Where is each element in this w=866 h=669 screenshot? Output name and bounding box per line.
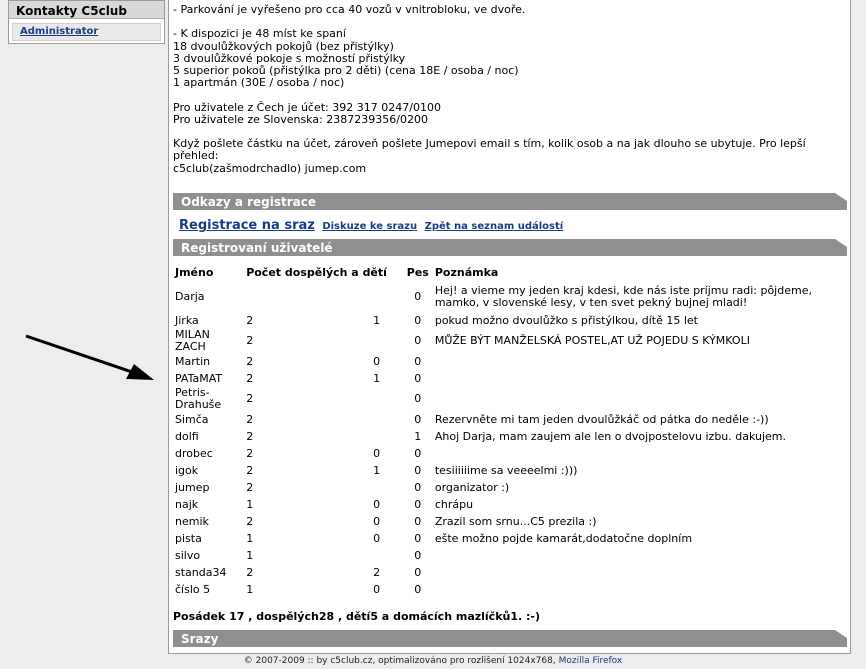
registration-summary: Posádek 17 , dospělých28 , dětí5 a domácích mazlíčků1. :-) <box>173 610 541 623</box>
adults-count-cell: 2 <box>246 463 254 477</box>
user-name-cell: igok <box>175 463 199 477</box>
note-cell: ešte možno pojde kamarát,dodatočne doplním <box>434 531 693 545</box>
adults-count-cell: 1 <box>246 582 254 596</box>
dog-count-cell: 0 <box>414 354 422 368</box>
kids-count-cell: 0 <box>373 354 381 368</box>
note-cell: chrápu <box>434 497 474 511</box>
sidebar-title: Kontakty C5club <box>9 1 164 19</box>
section-links-header <box>173 193 847 210</box>
adults-count-cell: 2 <box>246 565 254 579</box>
main-content <box>168 0 851 654</box>
note-cell <box>432 353 850 370</box>
section-notch <box>835 193 847 201</box>
section-users-header <box>173 239 847 256</box>
dog-count-cell: 1 <box>414 429 422 443</box>
discussion-link[interactable]: Diskuze ke srazu <box>322 221 418 232</box>
kids-count-cell: 0 <box>373 497 381 511</box>
kids-count-cell: 0 <box>373 514 381 528</box>
dog-count-cell: 0 <box>414 582 422 596</box>
section-notch <box>835 630 847 638</box>
note-cell: Hej! a vieme my jeden kraj kdesi, kde nás iste príjmu radi: pôjdeme, mamko, v slovenské lesy, v ten svet pekný bujnej mladi! <box>434 284 812 309</box>
table-row <box>172 445 850 462</box>
user-name-cell: pista <box>175 531 202 545</box>
note-cell: Rezervněte mi tam jeden dvoulůžkáč od pátka do neděle :-)) <box>434 412 769 426</box>
sidebar-contacts <box>8 0 165 44</box>
user-name-cell: PATaMAT <box>175 371 223 385</box>
kids-count-cell <box>349 329 403 353</box>
dog-count-cell: 0 <box>414 548 422 562</box>
column-header-count: Počet dospělých a dětí <box>246 266 387 279</box>
register-link[interactable]: Registrace na sraz <box>179 218 315 233</box>
note-cell: organizator :) <box>434 480 510 494</box>
section-meets-header <box>173 630 847 647</box>
administrator-link[interactable]: Administrator <box>12 23 161 41</box>
adults-count-cell: 2 <box>246 514 254 528</box>
kids-count-cell <box>349 479 403 496</box>
note-cell: MŮŽE BÝT MANŽELSKÁ POSTEL,AT UŽ POJEDU S KÝMKOLI <box>434 334 750 347</box>
table-row <box>172 411 850 428</box>
column-header-name: Jméno <box>175 266 214 279</box>
kids-count-cell <box>349 411 403 428</box>
table-row <box>172 428 850 445</box>
note-cell <box>432 445 850 462</box>
note-cell <box>432 581 850 598</box>
firefox-link[interactable]: Mozilla Firefox <box>558 656 623 666</box>
page-footer <box>0 656 866 666</box>
note-cell: pokud možno dvoulůžko s přistýlkou, dítě 15 let <box>434 313 698 327</box>
user-name-cell: Martin <box>175 354 211 368</box>
user-name-cell: Jirka <box>175 313 199 327</box>
user-name-cell: Simča <box>175 412 209 426</box>
adults-count-cell: 2 <box>246 392 254 405</box>
dog-count-cell: 0 <box>414 290 422 303</box>
dog-count-cell: 0 <box>414 412 422 426</box>
user-name-cell: nemik <box>175 514 209 528</box>
adults-count-cell: 2 <box>246 334 254 347</box>
user-name-cell: standa34 <box>175 565 227 579</box>
dog-count-cell: 0 <box>414 371 422 385</box>
adults-count-cell: 1 <box>246 531 254 545</box>
user-name-cell: drobec <box>175 446 213 460</box>
table-row <box>172 530 850 547</box>
dog-count-cell: 0 <box>414 480 422 494</box>
dog-count-cell: 0 <box>414 514 422 528</box>
table-row <box>172 581 850 598</box>
column-header-note: Poznámka <box>434 266 499 279</box>
kids-count-cell: 0 <box>373 446 381 460</box>
dog-count-cell: 0 <box>414 463 422 477</box>
user-name-cell: Darja <box>175 290 205 303</box>
table-row <box>172 353 850 370</box>
kids-count-cell: 0 <box>373 582 381 596</box>
kids-count-cell <box>349 387 403 411</box>
user-name-cell: silvo <box>175 548 201 562</box>
section-title: Srazy <box>181 632 219 646</box>
table-row <box>172 479 850 496</box>
table-header-row <box>172 263 850 282</box>
footer-text: © 2007-2009 :: by c5club.cz, optimalizováno pro rozlišení 1024x768, <box>243 656 556 666</box>
dog-count-cell: 0 <box>414 446 422 460</box>
kids-count-cell: 2 <box>373 565 381 579</box>
adults-count-cell: 1 <box>246 497 254 511</box>
table-row <box>172 312 850 329</box>
adults-count-cell: 1 <box>246 548 254 562</box>
adults-count-cell: 2 <box>246 371 254 385</box>
table-row <box>172 370 850 387</box>
table-row <box>172 564 850 581</box>
note-cell: Zrazil som srnu...C5 prezila :) <box>434 514 597 528</box>
user-name-cell: Petris-Drahuše <box>175 386 222 411</box>
note-cell <box>432 370 850 387</box>
note-cell: tesiiiiiime sa veeeelmi :))) <box>434 463 578 477</box>
column-header-dog: Pes <box>406 266 429 279</box>
user-name-cell: dolfi <box>175 429 199 443</box>
table-row <box>172 496 850 513</box>
user-name-cell: MILAN ZACH <box>175 328 210 353</box>
dog-count-cell: 0 <box>414 497 422 511</box>
note-cell <box>432 547 850 564</box>
adults-count-cell: 2 <box>246 446 254 460</box>
back-to-events-link[interactable]: Zpět na seznam událostí <box>424 221 564 232</box>
kids-count-cell: 0 <box>373 531 381 545</box>
dog-count-cell: 0 <box>414 531 422 545</box>
adults-count-cell: 2 <box>246 429 254 443</box>
note-cell <box>432 564 850 581</box>
note-cell <box>432 387 850 411</box>
kids-count-cell: 1 <box>373 313 381 327</box>
event-info-text: - Parkování je vyřešeno pro cca 40 vozů v vnitrobloku, ve dvoře. - K dispozici je 48 míst ke spaní 18 dvoulůžkových pokojů (bez přistýlky) 3 dvoulůžkové pokoje s možností přistýlky 5 superior pokoů (přistýlka pro 2 děti) (cena 18E / osoba / noc) 1 apartmán (30E / osoba / noc) Pro uživatele z Čech je účet: 392 317 0247/0100 Pro uživatele ze Slovenska: 2387239356/0200 Když pošlete částku na účet, zároveň pošlete Jumepovi email s tím, kolik osob a na jak dlouho se ubytuje. Pro lepší přehled: c5club(zašmodrchadlo) jumep.com <box>173 3 806 175</box>
dog-count-cell: 0 <box>414 392 422 405</box>
section-notch <box>835 239 847 247</box>
section-title: Odkazy a registrace <box>181 195 317 209</box>
table-row <box>172 513 850 530</box>
user-name-cell: číslo 5 <box>175 582 211 596</box>
dog-count-cell: 0 <box>414 334 422 347</box>
kids-count-cell <box>349 282 403 312</box>
table-row <box>172 547 850 564</box>
adults-count-cell: 2 <box>246 313 254 327</box>
kids-count-cell <box>349 428 403 445</box>
user-name-cell: najk <box>175 497 199 511</box>
dog-count-cell: 0 <box>414 313 422 327</box>
kids-count-cell <box>349 547 403 564</box>
adults-count-cell: 2 <box>246 480 254 494</box>
kids-count-cell: 1 <box>373 463 381 477</box>
table-row <box>172 387 850 411</box>
adults-count-cell <box>243 282 349 312</box>
kids-count-cell: 1 <box>373 371 381 385</box>
dog-count-cell: 0 <box>414 565 422 579</box>
links-row <box>179 218 563 233</box>
arrow-pointer-icon <box>20 330 160 390</box>
adults-count-cell: 2 <box>246 412 254 426</box>
table-row <box>172 282 850 312</box>
table-row <box>172 329 850 353</box>
table-row <box>172 462 850 479</box>
user-name-cell: jumep <box>175 480 210 494</box>
adults-count-cell: 2 <box>246 354 254 368</box>
registered-users-table <box>172 263 850 598</box>
section-title: Registrovaní uživatelé <box>181 241 333 255</box>
note-cell: Ahoj Darja, mam zaujem ale len o dvojpostelovu izbu. dakujem. <box>434 429 787 443</box>
